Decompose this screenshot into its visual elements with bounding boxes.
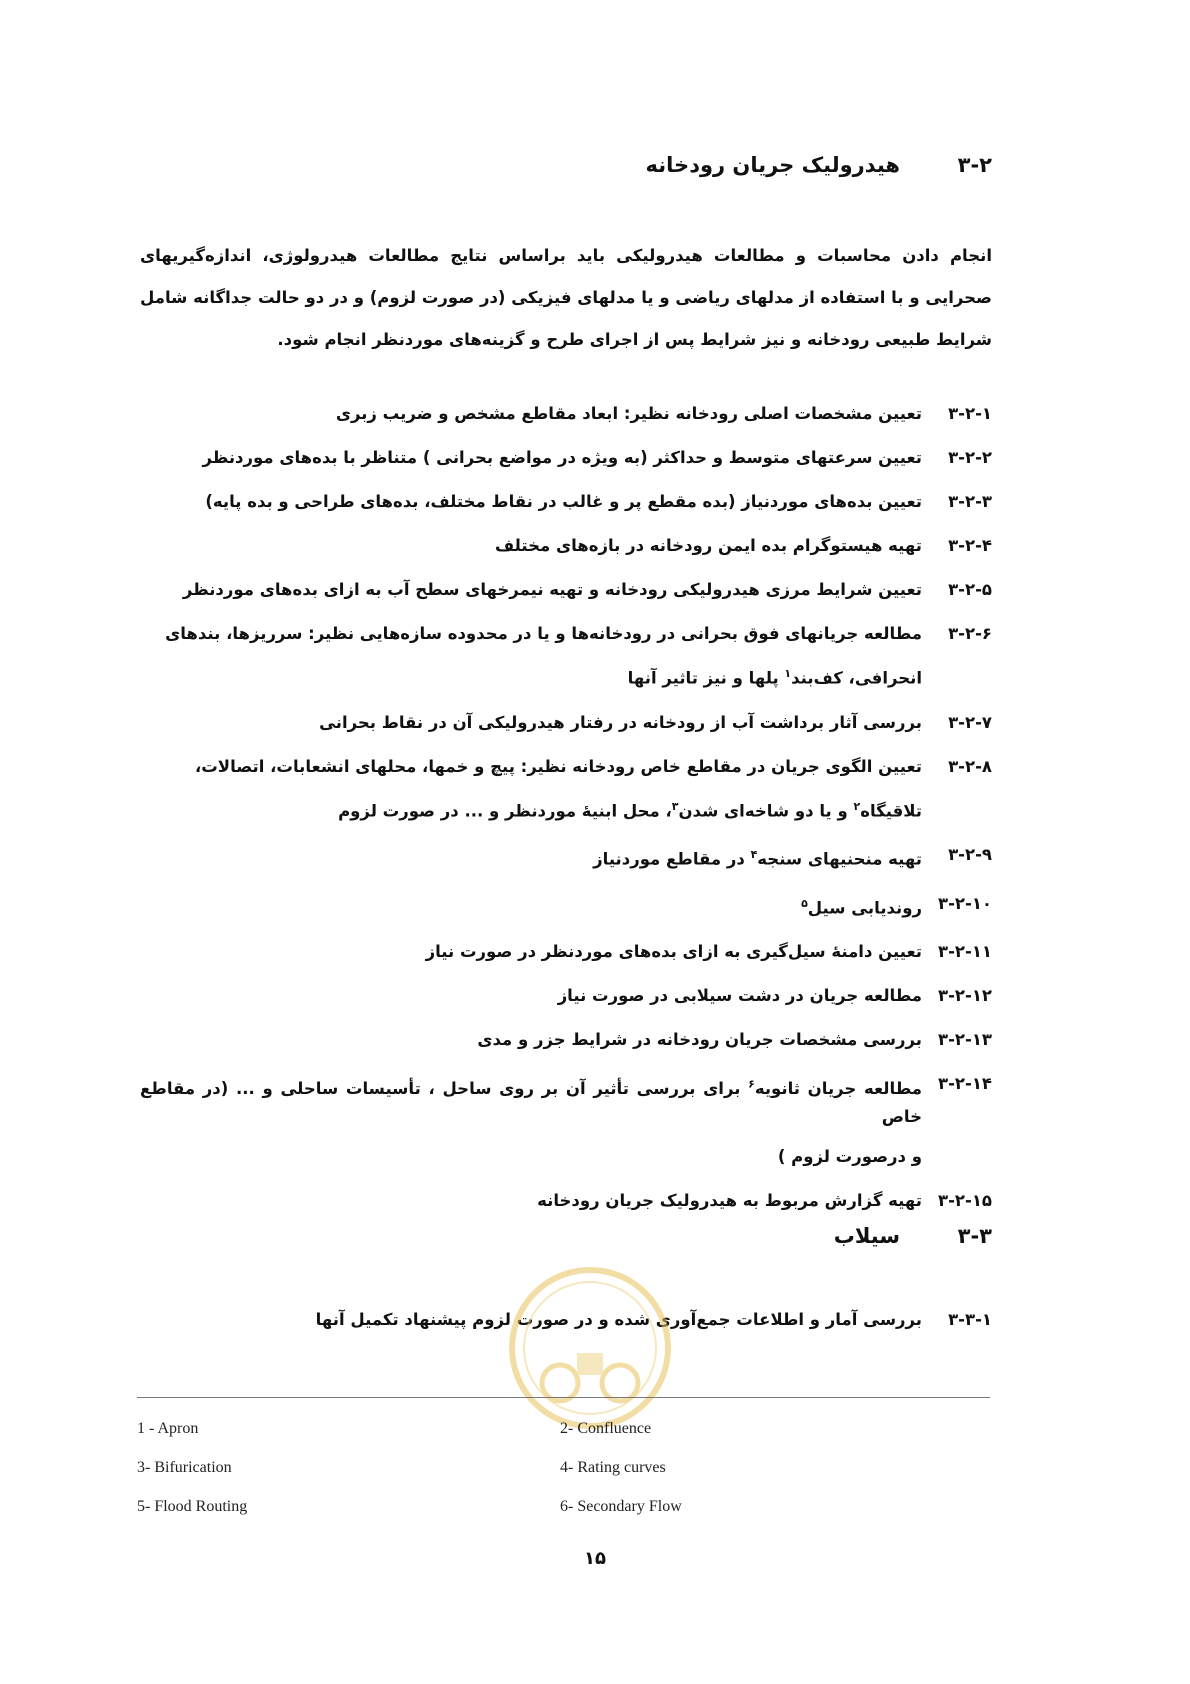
item-text-line2: و درصورت لزوم ) bbox=[777, 1146, 922, 1166]
item-number: ۳-۲-۳ bbox=[948, 492, 992, 511]
item-text: تهیه هیستوگرام بده ایمن رودخانه در بازه‌های مختلف bbox=[494, 536, 922, 555]
item-text: بررسی آمار و اطلاعات جمع‌آوری شده و در صورت لزوم پیشنهاد تکمیل آنها bbox=[315, 1310, 922, 1329]
list-item bbox=[140, 400, 992, 428]
footnote: 4- Rating curves bbox=[560, 1459, 666, 1476]
item-text-part: برای بررسی تأثیر آن بر روی ساحل ، تأسیسات ساحلی و ... (در مقاطع خاص bbox=[140, 1078, 922, 1126]
watermark-ring bbox=[512, 1270, 668, 1426]
item-text-part: روندیابی سیل bbox=[807, 898, 922, 917]
item-text bbox=[140, 841, 922, 874]
item-text bbox=[140, 753, 922, 826]
item-text-part: مطالعه جریان ثانویه bbox=[754, 1078, 922, 1098]
item-text: بررسی مشخصات جریان رودخانه در شرایط جزر و مدی bbox=[477, 1030, 922, 1049]
list-item bbox=[140, 576, 992, 604]
section-number: ۳-۳ bbox=[957, 1224, 992, 1248]
list-item bbox=[140, 709, 992, 737]
list-item bbox=[140, 1026, 992, 1054]
item-text-part: ، محل ابنیهٔ موردنظر و ... در صورت لزوم bbox=[338, 801, 672, 820]
list-item bbox=[140, 841, 992, 874]
item-number: ۳-۲-۵ bbox=[948, 580, 992, 599]
watermark-gear-icon bbox=[602, 1365, 638, 1401]
item-number: ۳-۲-۱ bbox=[948, 404, 992, 423]
item-number: ۳-۲-۱۲ bbox=[938, 986, 992, 1005]
footnote: 3- Bifurication bbox=[137, 1459, 232, 1476]
footnote-ref: ۴ bbox=[750, 848, 758, 861]
item-text: تعیین بده‌های موردنیاز (بده مقطع پر و غالب در نقاط مختلف، بده‌های طراحی و بده پایه) bbox=[205, 492, 922, 511]
section-title: سیلاب bbox=[833, 1224, 900, 1248]
item-number: ۳-۲-۱۱ bbox=[938, 942, 992, 961]
item-number: ۳-۳-۱ bbox=[948, 1310, 992, 1329]
watermark-building-icon bbox=[577, 1353, 603, 1375]
item-text-part: و یا دو شاخه‌ای شدن bbox=[678, 801, 854, 820]
footnote: 1 - Apron bbox=[137, 1420, 199, 1437]
item-number: ۳-۲-۶ bbox=[948, 624, 992, 643]
footnote-divider bbox=[137, 1397, 990, 1398]
item-number: ۳-۲-۸ bbox=[948, 756, 992, 776]
item-text-part: پلها و نیز تاثیر آنها bbox=[627, 668, 785, 688]
footnote-ref: ۲ bbox=[853, 799, 861, 813]
list-item bbox=[140, 753, 992, 826]
watermark-gear-icon bbox=[542, 1365, 578, 1401]
list-item bbox=[140, 532, 992, 560]
item-text: مطالعه جریان در دشت سیلابی در صورت نیاز bbox=[557, 986, 922, 1005]
footnote-ref: ۶ bbox=[748, 1077, 755, 1090]
item-number: ۳-۲-۴ bbox=[948, 536, 992, 555]
list-item bbox=[140, 1070, 992, 1171]
item-number: ۳-۲-۱۴ bbox=[938, 1074, 992, 1093]
item-number: ۳-۲-۱۳ bbox=[938, 1030, 992, 1049]
section-title: هیدرولیک جریان رودخانه bbox=[645, 153, 900, 177]
item-text: بررسی آثار برداشت آب از رودخانه در رفتار هیدرولیکی آن در نقاط بحرانی bbox=[319, 712, 922, 732]
item-number: ۳-۲-۹ bbox=[948, 845, 992, 864]
item-list bbox=[140, 400, 992, 1231]
item-text: تهیه گزارش مربوط به هیدرولیک جریان رودخانه bbox=[537, 1190, 922, 1210]
item-number: ۳-۲-۷ bbox=[948, 712, 992, 732]
item-text-line1: مطالعه جریانهای فوق بحرانی در رودخانه‌ها و یا در محدوده سازه‌هایی نظیر: سرریزها، بندهای bbox=[165, 624, 922, 643]
section-heading bbox=[646, 147, 992, 183]
item-text-part: تلاقیگاه bbox=[860, 801, 922, 820]
footnote: 5- Flood Routing bbox=[137, 1498, 248, 1515]
footnote-ref: ۵ bbox=[801, 896, 808, 910]
list-item bbox=[140, 938, 992, 966]
item-text bbox=[140, 1070, 922, 1171]
item-text-part: انحرافی، کف‌بند bbox=[791, 668, 922, 688]
item-number: ۳-۲-۱۵ bbox=[938, 1190, 992, 1210]
list-item bbox=[140, 488, 992, 516]
footnote-ref: ۳ bbox=[671, 799, 679, 813]
item-number: ۳-۲-۲ bbox=[948, 448, 992, 467]
item-text-part: در مقاطع موردنیاز bbox=[593, 849, 751, 869]
item-number: ۳-۲-۱۰ bbox=[938, 893, 992, 913]
item-text: تعیین مشخصات اصلی رودخانه نظیر: ابعاد مقاطع مشخص و ضریب زبری bbox=[335, 404, 922, 423]
list-item bbox=[140, 890, 992, 923]
item-text-part: تهیه منحنیهای سنجه bbox=[757, 849, 922, 869]
footnote: 6- Secondary Flow bbox=[560, 1498, 682, 1515]
footnote-ref: ۱ bbox=[784, 667, 792, 680]
intro-paragraph: انجام دادن محاسبات و مطالعات هیدرولیکی باید براساس نتایج مطالعات هیدرولوژی، اندازه‌گیریهای صحرایی و با استفاده از مدلهای ریاضی و یا مدلهای فیزیکی (در صورت لزوم) و در دو حالت جداگانه شامل شرایط طبیعی رودخانه و نیز شرایط پس از اجرای طرح و گزینه‌های موردنظر انجام شود. bbox=[140, 246, 992, 349]
list-item bbox=[140, 620, 992, 693]
item-text-line1: تعیین الگوی جریان در مقاطع خاص رودخانه نظیر: پیچ و خمها، محلهای انشعابات، اتصالات، bbox=[194, 756, 922, 776]
item-text-line1 bbox=[140, 1079, 922, 1126]
item-text bbox=[140, 890, 922, 923]
item-text: تعیین سرعتهای متوسط و حداکثر (به ویژه در مواضع بحرانی ) متناظر با بده‌های موردنظر bbox=[202, 448, 922, 467]
section-heading-2 bbox=[834, 1218, 992, 1254]
item-text-line2 bbox=[140, 793, 922, 826]
footnote: 2- Confluence bbox=[560, 1420, 652, 1437]
list-item bbox=[140, 1187, 992, 1215]
page-number: ۱۵ bbox=[584, 1548, 606, 1569]
item-text: تعیین شرایط مرزی هیدرولیکی رودخانه و تهیه نیمرخهای سطح آب به ازای بده‌های موردنظر bbox=[182, 580, 922, 599]
list-item bbox=[140, 444, 992, 472]
item-text bbox=[140, 620, 922, 693]
section-number: ۳-۲ bbox=[957, 153, 992, 177]
watermark-logo bbox=[505, 1258, 675, 1438]
list-item bbox=[140, 982, 992, 1010]
item-text: تعیین دامنهٔ سیل‌گیری به ازای بده‌های موردنظر در صورت نیاز bbox=[425, 942, 922, 961]
item-text-line2 bbox=[140, 660, 922, 693]
